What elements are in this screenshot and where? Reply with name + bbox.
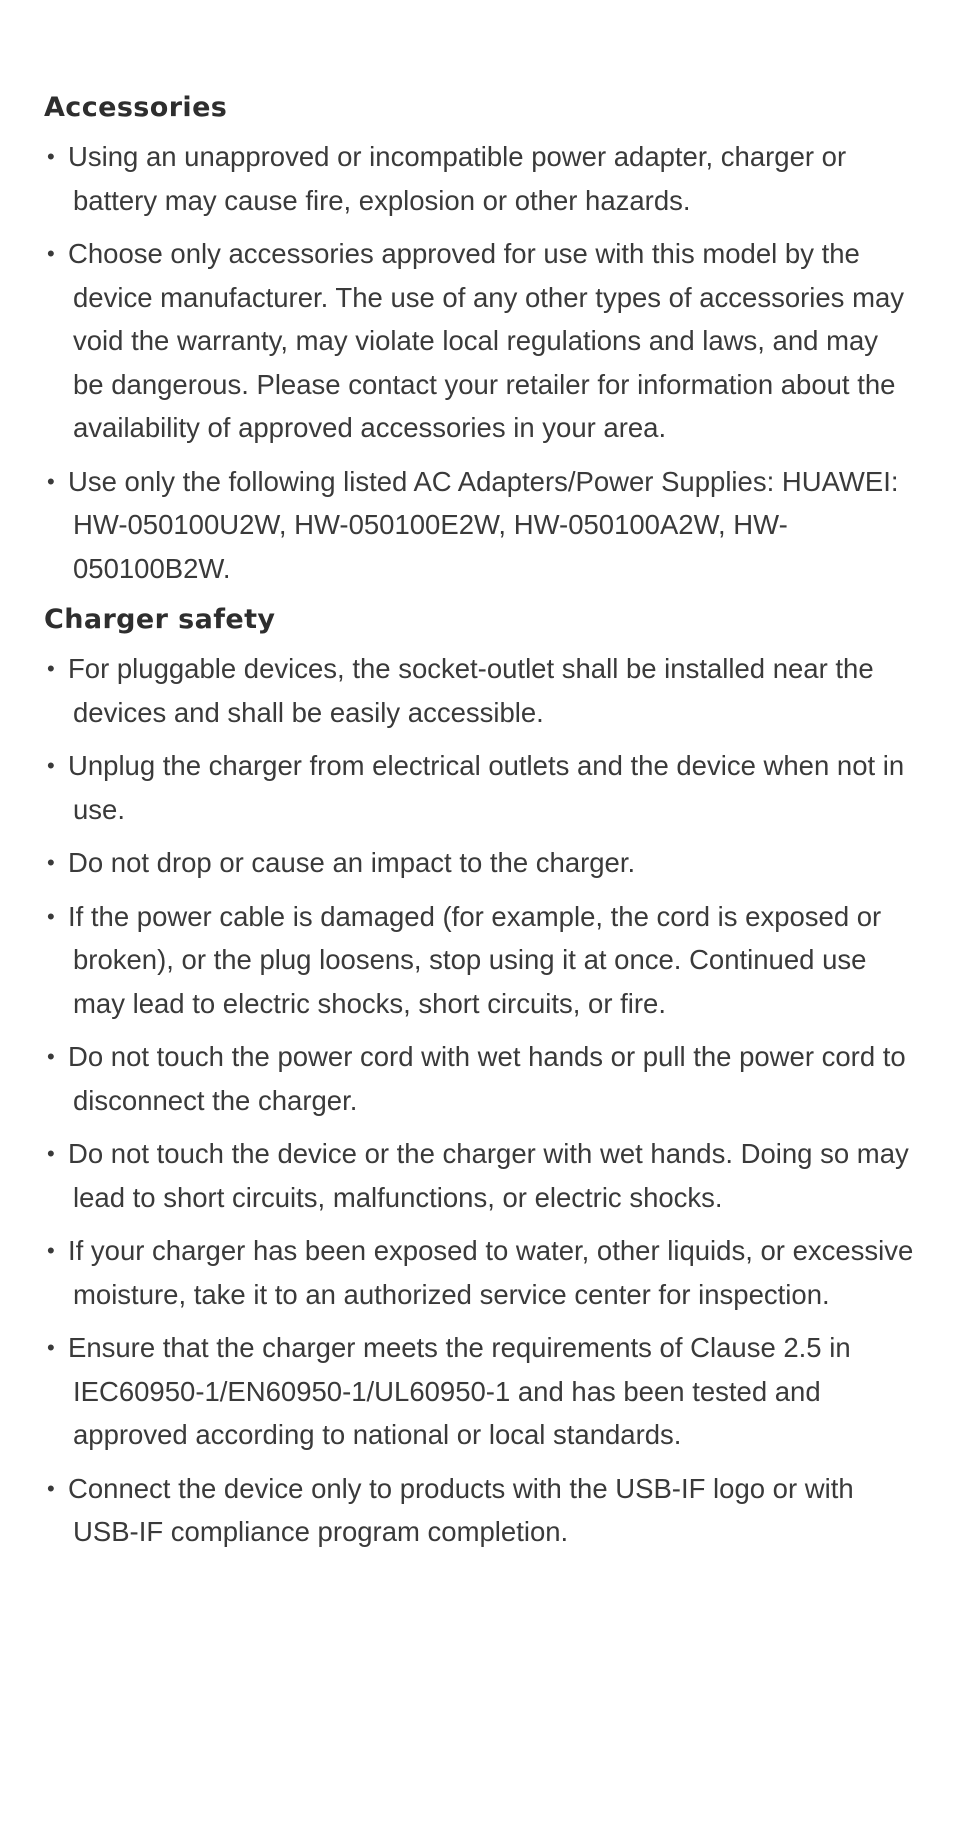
- list-item: • Using an unapproved or incompatible power adapter, charger or battery may cause fire, explosion or other hazards.: [44, 135, 914, 222]
- list-item: • Do not touch the power cord with wet hands or pull the power cord to disconnect the charger.: [44, 1035, 914, 1122]
- list-item: • Choose only accessories approved for use with this model by the device manufacturer. The use of any other types of accessories may void the warranty, may violate local regulations and laws, and may be dangerous. Please contact your retailer for information about the availability of approved accessories in your area.: [44, 232, 914, 450]
- bullet-icon: •: [47, 1238, 55, 1263]
- bullet-icon: •: [47, 656, 55, 681]
- list-item: • Unplug the charger from electrical outlets and the device when not in use.: [44, 744, 914, 831]
- bullet-icon: •: [47, 850, 55, 875]
- list-item: • If the power cable is damaged (for example, the cord is exposed or broken), or the plug loosens, stop using it at once. Continued use may lead to electric shocks, short circuits, or fire.: [44, 895, 914, 1026]
- bullet-icon: •: [47, 468, 55, 494]
- bullet-icon: •: [47, 241, 55, 266]
- charger-safety-list: [44, 647, 914, 1554]
- list-item: • Connect the device only to products with the USB-IF logo or with USB-IF compliance program completion.: [44, 1467, 914, 1554]
- list-item: • Do not drop or cause an impact to the charger.: [44, 841, 914, 885]
- list-item: • Do not touch the device or the charger with wet hands. Doing so may lead to short circuits, malfunctions, or electric shocks.: [44, 1132, 914, 1219]
- accessories-list: [44, 135, 914, 590]
- bullet-icon: •: [47, 1335, 55, 1360]
- bullet-icon: •: [47, 903, 55, 929]
- bullet-icon: •: [47, 753, 55, 778]
- bullet-icon: •: [47, 144, 55, 169]
- list-item: • If your charger has been exposed to water, other liquids, or excessive moisture, take it to an authorized service center for inspection.: [44, 1229, 914, 1316]
- list-item: • Use only the following listed AC Adapters/Power Supplies: HUAWEI: HW-050100U2W, HW-050100E2W, HW-050100A2W, HW-050100B2W.: [44, 460, 914, 591]
- bullet-icon: •: [47, 1475, 55, 1501]
- bullet-icon: •: [47, 1044, 55, 1069]
- section-heading-accessories: Accessories: [44, 92, 228, 123]
- section-heading-charger-safety: Charger safety: [44, 604, 276, 635]
- list-item: • Ensure that the charger meets the requirements of Clause 2.5 in IEC60950-1/EN60950-1/UL60950-1 and has been tested and approved according to national or local standards.: [44, 1326, 914, 1457]
- list-item: • For pluggable devices, the socket-outlet shall be installed near the devices and shall be easily accessible.: [44, 647, 914, 734]
- bullet-icon: •: [47, 1141, 55, 1166]
- document-page: [44, 88, 914, 1564]
